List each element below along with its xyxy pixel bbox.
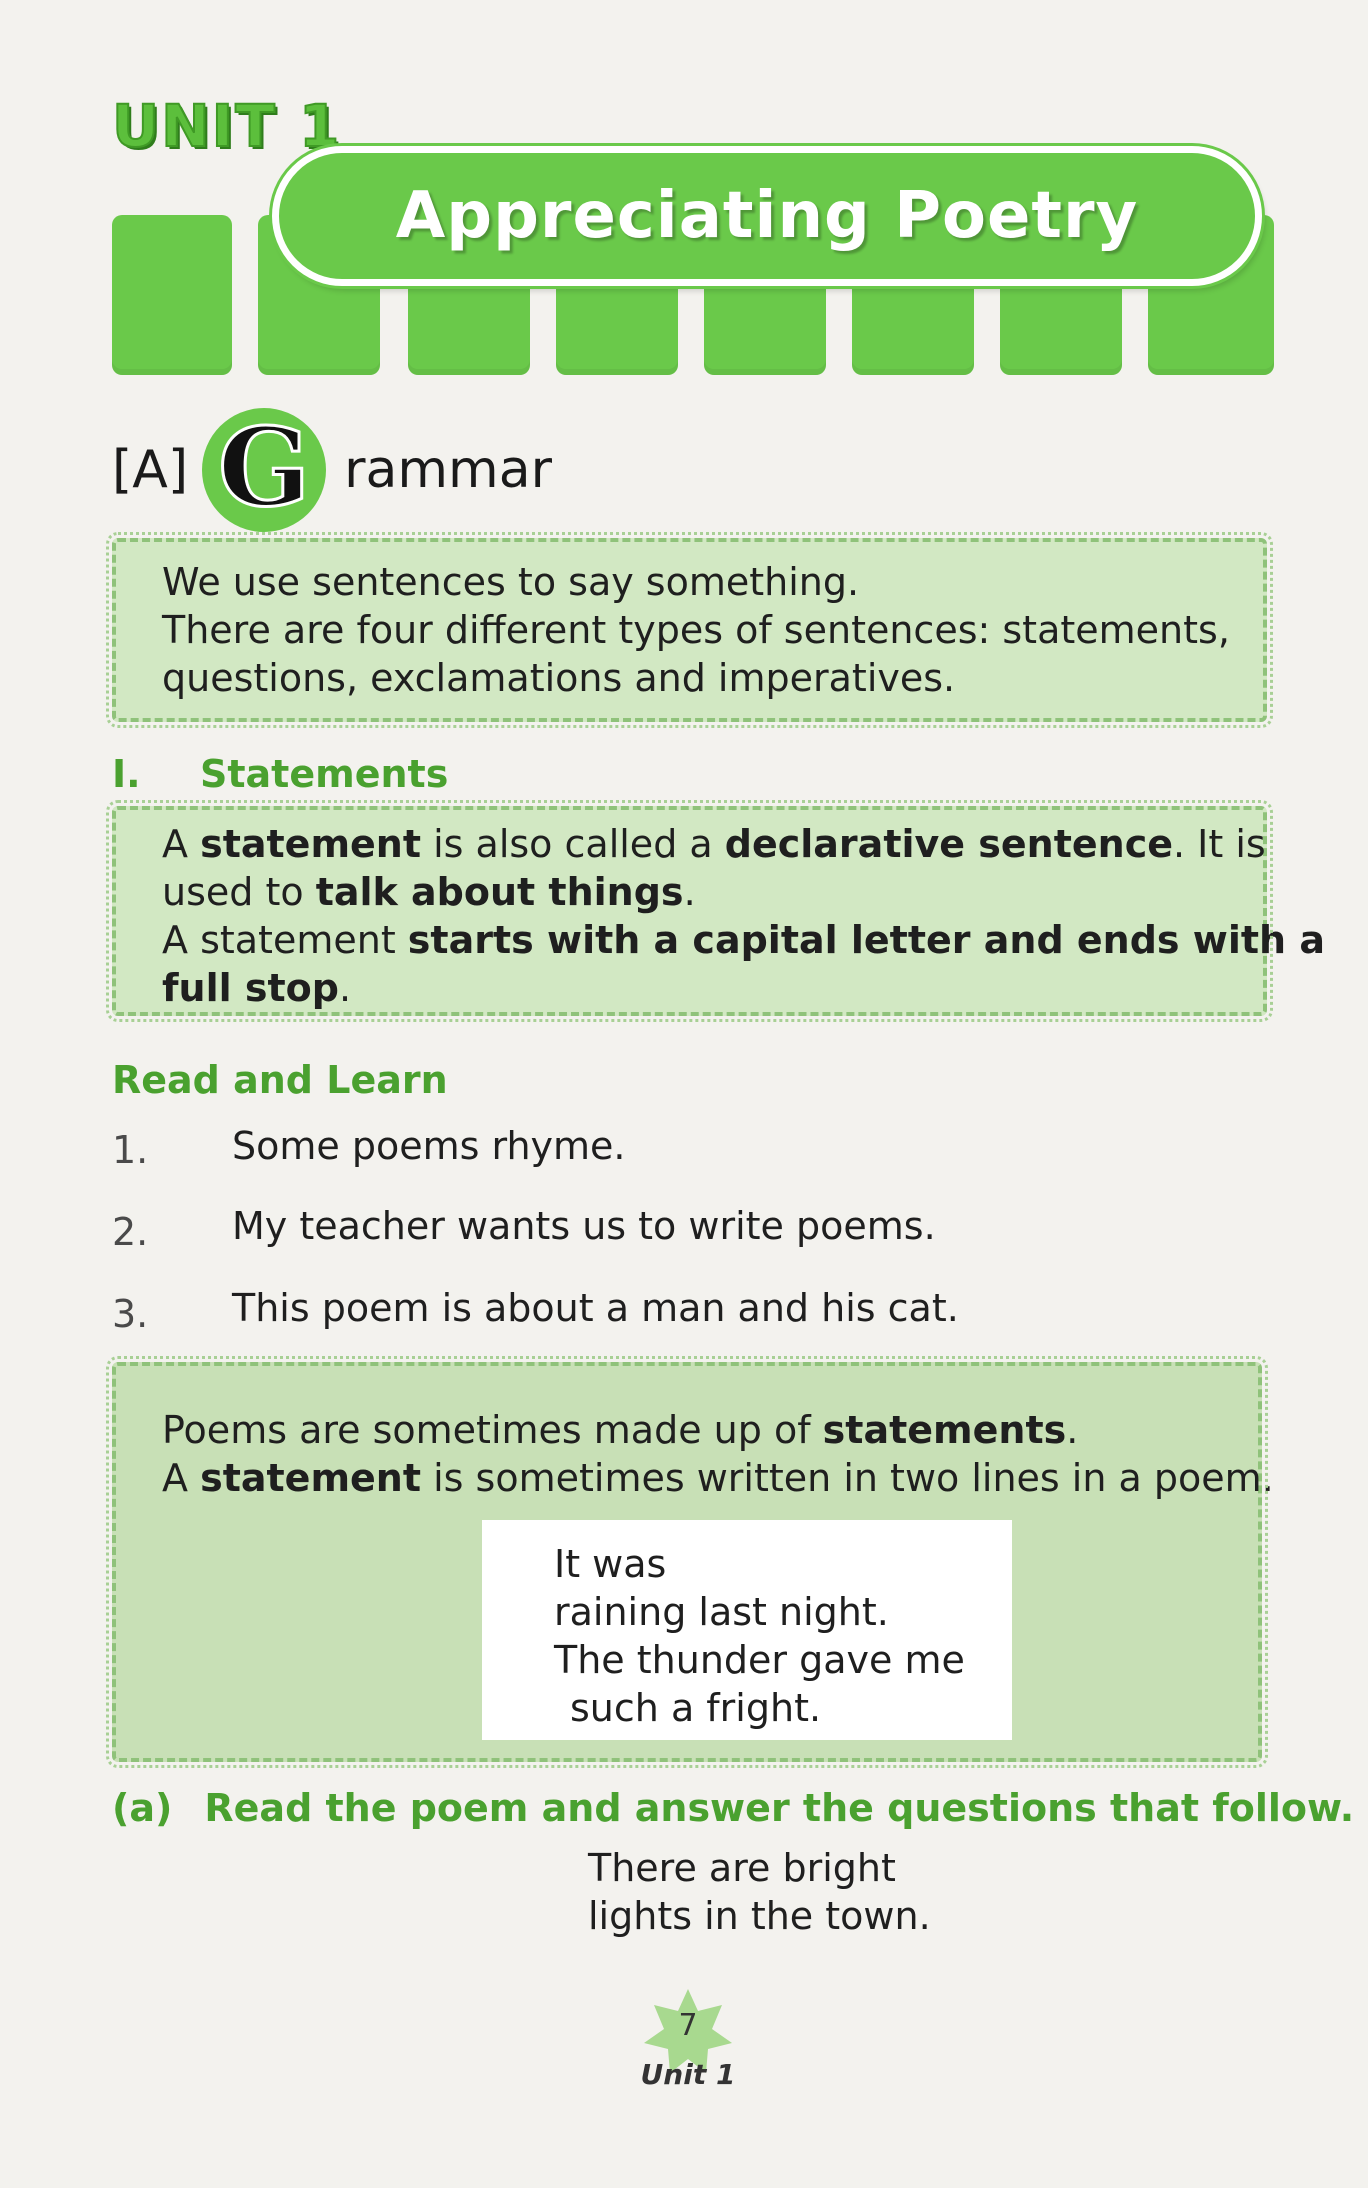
list-item-text: My teacher wants us to write poems. <box>232 1204 936 1248</box>
list-item-text: This poem is about a man and his cat. <box>232 1286 959 1330</box>
poem-box-line: Poems are sometimes made up of statements. <box>162 1408 1079 1452</box>
poem-line: lights in the town. <box>588 1894 931 1938</box>
intro-line: We use sentences to say something. <box>162 560 860 604</box>
exercise-letter: (a) <box>112 1786 173 1830</box>
exercise-instruction <box>112 1786 1354 1830</box>
intro-box <box>112 538 1267 722</box>
list-item-text: Some poems rhyme. <box>232 1124 626 1168</box>
list-item-number: 3. <box>112 1292 149 1336</box>
page-number: 7 <box>678 2008 698 2043</box>
list-item-number: 2. <box>112 1210 149 1254</box>
unit-label: UNIT 1 <box>112 92 342 160</box>
read-learn-heading: Read and Learn <box>112 1058 448 1102</box>
grammar-g-badge-icon: G <box>202 408 326 532</box>
definition-line: A statement starts with a capital letter and ends with a <box>162 918 1325 962</box>
grammar-heading <box>112 405 552 535</box>
poem-line: such a fright. <box>570 1686 822 1730</box>
definition-line: used to talk about things. <box>162 870 696 914</box>
poem-line: raining last night. <box>554 1590 889 1634</box>
poem-card <box>482 1520 1012 1740</box>
grammar-word: rammar <box>344 440 552 500</box>
unit-title-banner <box>272 146 1262 286</box>
intro-line: There are four different types of sentences: statements, <box>162 608 1230 652</box>
section-letter: [A] <box>112 440 189 500</box>
list-item-number: 1. <box>112 1128 149 1172</box>
poem-line: There are bright <box>588 1846 896 1890</box>
unit-title: Appreciating Poetry <box>395 179 1139 253</box>
intro-line: questions, exclamations and imperatives. <box>162 656 956 700</box>
poem-line: The thunder gave me <box>554 1638 965 1682</box>
definition-line: A statement is also called a declarative sentence. It is <box>162 822 1266 866</box>
poem-line: It was <box>554 1542 667 1586</box>
definition-box <box>112 806 1325 1016</box>
exercise-poem <box>588 1844 931 1940</box>
section-number: I. <box>112 752 141 796</box>
exercise-text: Read the poem and answer the questions that follow. <box>204 1786 1355 1830</box>
footer-unit-label: Unit 1 <box>640 2058 736 2091</box>
section-title: Statements <box>200 752 449 796</box>
poem-box-line: A statement is sometimes written in two lines in a poem. <box>162 1456 1274 1500</box>
definition-line: full stop. <box>162 966 352 1010</box>
